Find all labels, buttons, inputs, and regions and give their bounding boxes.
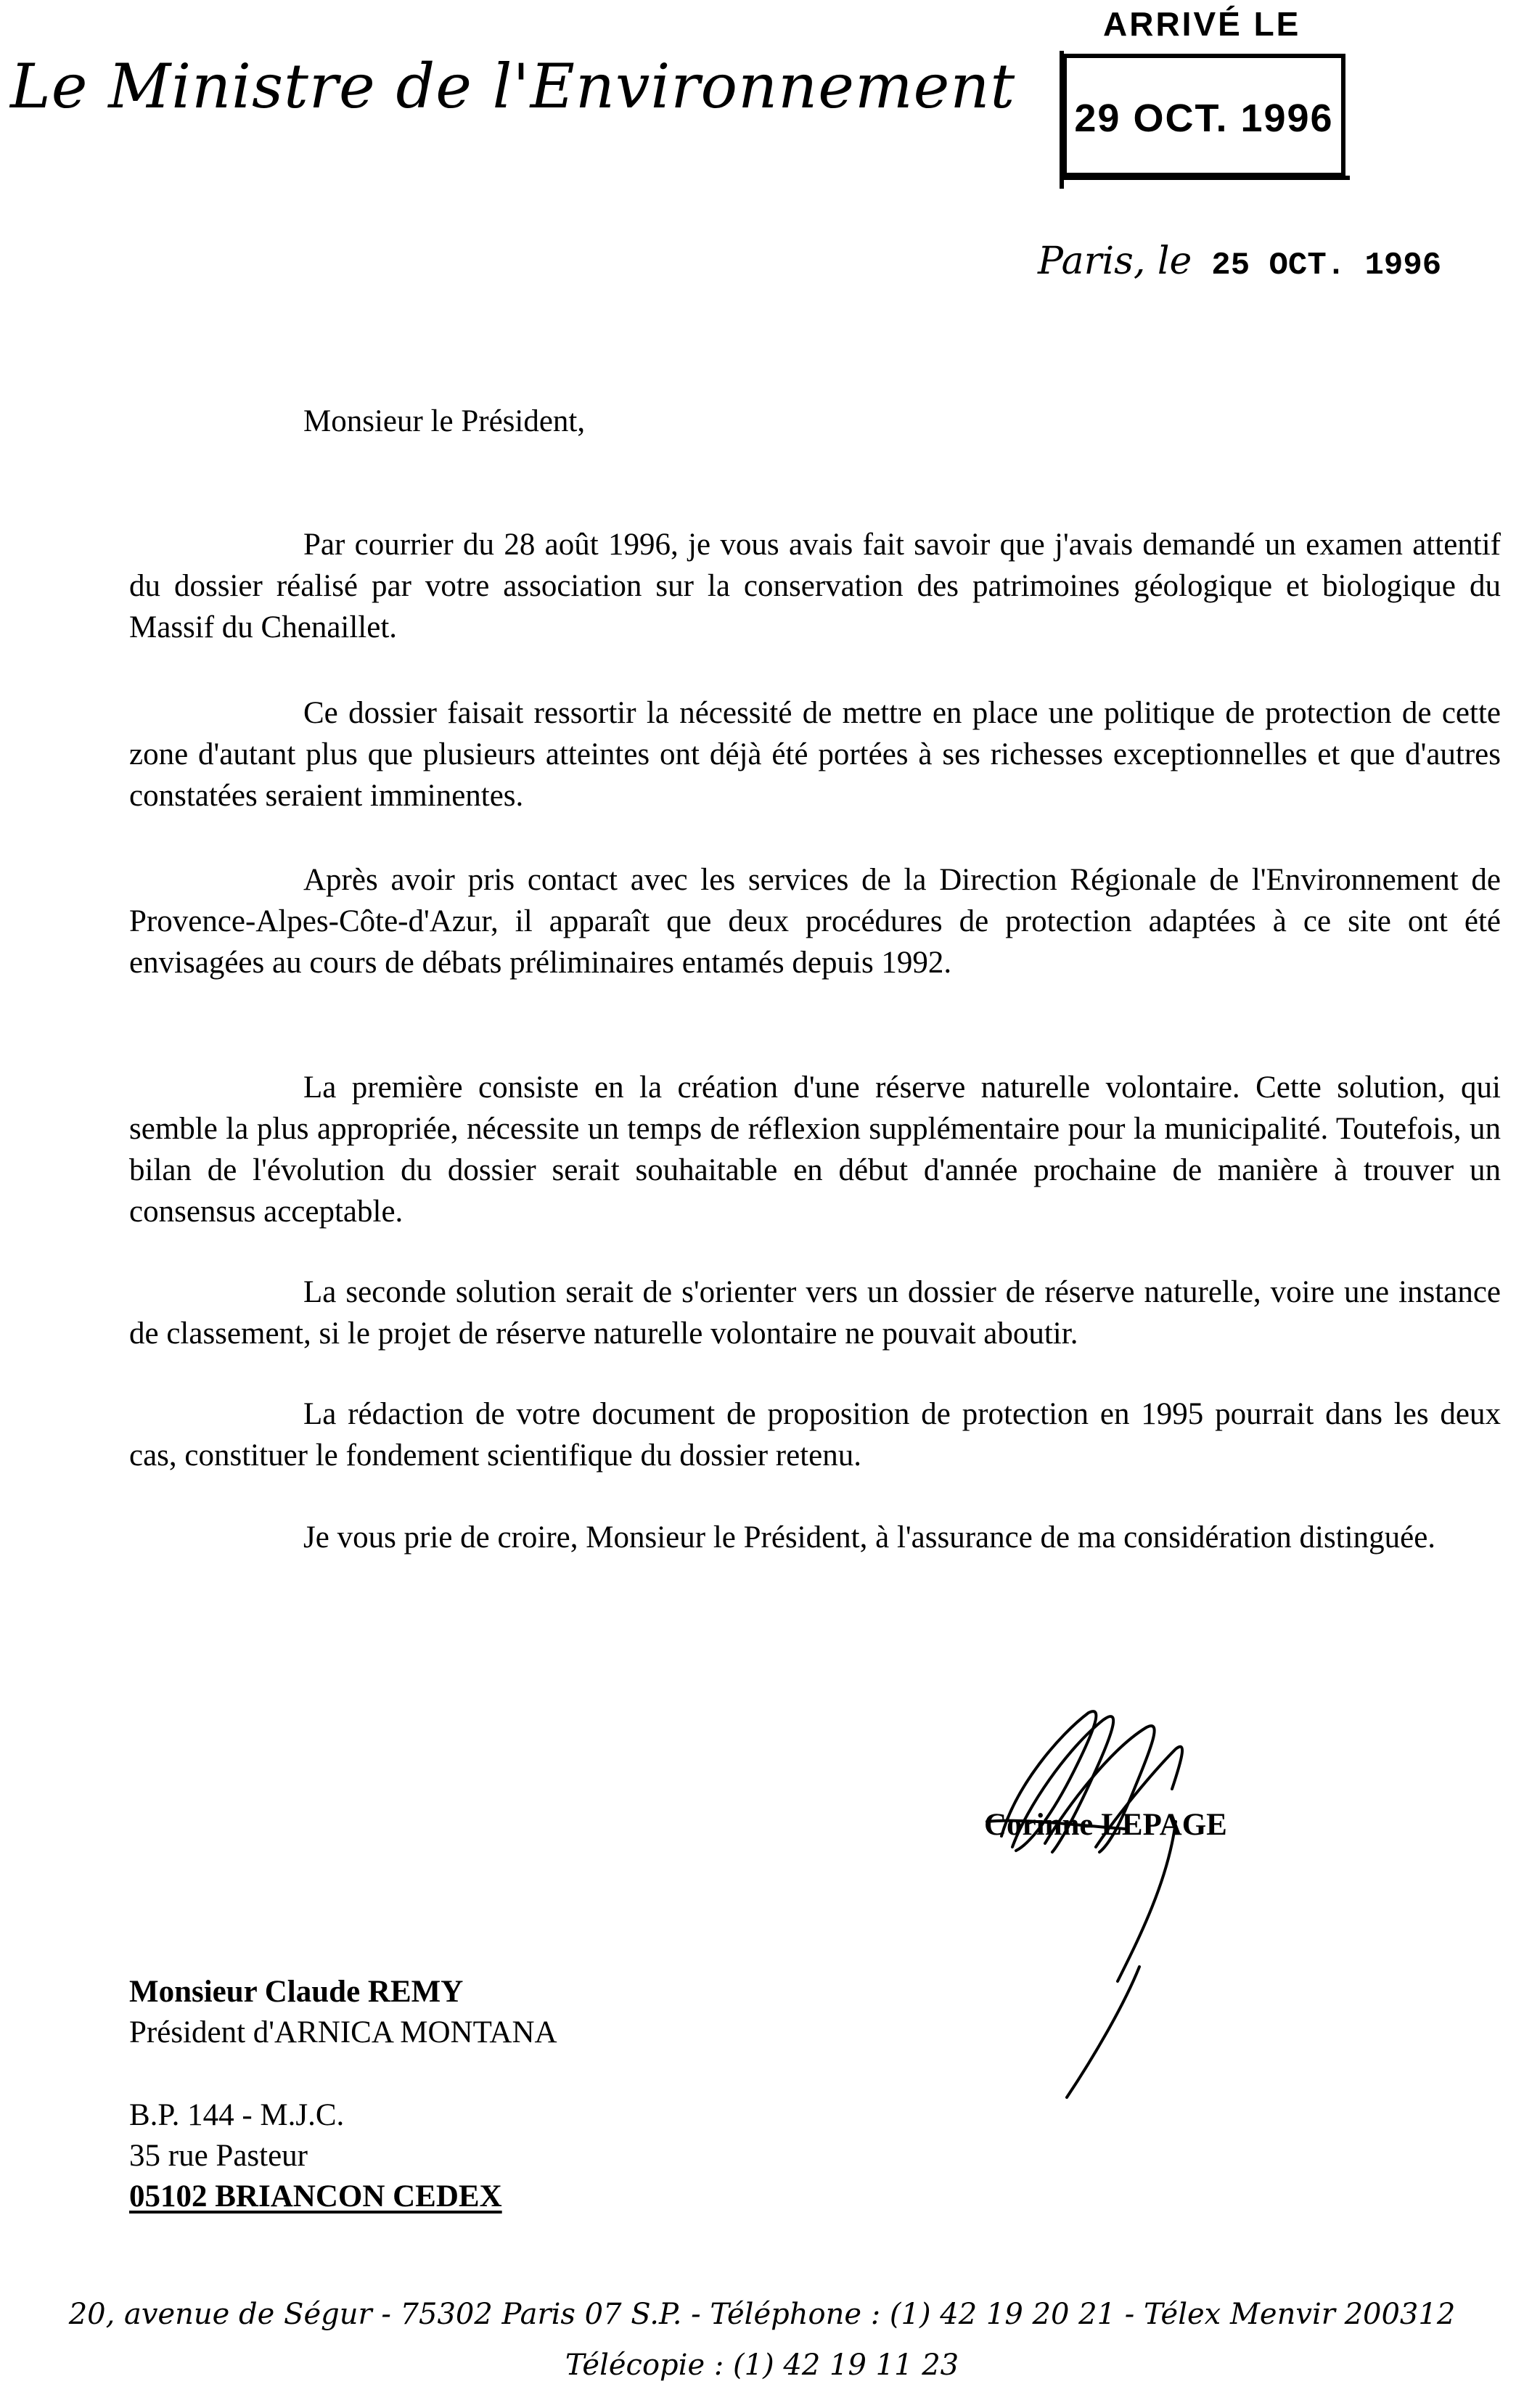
footer-fax: Télécopie : (1) 42 19 11 23	[565, 2348, 959, 2382]
body-paragraph	[129, 1393, 1501, 1476]
body-paragraph	[129, 524, 1501, 648]
paragraph-text: Après avoir pris contact avec les services de la Direction Régionale de l'Environnement de Provence-Alpes-Côte-d'Azur, il apparaît que deux procédures de protection adaptées à ce site ont été envisagées au cours de débats préliminaires entamés depuis 1992.	[129, 863, 1501, 980]
recipient-city: 05102 BRIANCON CEDEX	[129, 2179, 502, 2214]
paragraph-text: Je vous prie de croire, Monsieur le Président, à l'assurance de ma considération distinguée.	[303, 1520, 1436, 1555]
recipient-title: Président d'ARNICA MONTANA	[129, 2015, 557, 2049]
body-paragraph	[129, 1067, 1501, 1232]
body-paragraph	[129, 1271, 1501, 1354]
place-and-date	[1038, 239, 1441, 284]
letter-date: 25 OCT. 1996	[1211, 247, 1442, 284]
recipient-street: 35 rue Pasteur	[129, 2139, 308, 2173]
received-stamp	[1062, 54, 1345, 177]
recipient-po-box: B.P. 144 - M.J.C.	[129, 2098, 345, 2132]
signatory-name: Corinne LEPAGE	[984, 1808, 1227, 1842]
received-stamp-date: 29 OCT. 1996	[1074, 97, 1334, 140]
handwritten-signature	[958, 1662, 1263, 2119]
received-stamp-header: ARRIVÉ LE	[1103, 5, 1301, 43]
closing-paragraph	[129, 1517, 1501, 1558]
paragraph-text: La première consiste en la création d'une réserve naturelle volontaire. Cette solution, qui semble la plus appropriée, nécessite un temps de réflexion supplémentaire pour la municipalité. Toutefois, un bilan de l'évolution du dossier serait souhaitable en début d'année prochaine de manière à trouver un consensus acceptable.	[129, 1070, 1501, 1229]
footer-address: 20, avenue de Ségur - 75302 Paris 07 S.P. - Téléphone : (1) 42 19 20 21 - Télex Menvir 200312	[68, 2298, 1456, 2331]
paragraph-text: La rédaction de votre document de proposition de protection en 1995 pourrait dans les deux cas, constituer le fondement scientifique du dossier retenu.	[129, 1397, 1501, 1473]
body-paragraph	[129, 859, 1501, 983]
place-label: Paris, le	[1038, 239, 1192, 283]
letterhead-title: Le Ministre de l'Environnement	[10, 51, 1016, 122]
body-paragraph	[129, 692, 1501, 816]
paragraph-text: Ce dossier faisait ressortir la nécessité de mettre en place une politique de protection de cette zone d'autant plus que plusieurs atteintes ont déjà été portées à ses richesses exceptionnelles et que d'autres constatées seraient imminentes.	[129, 696, 1501, 813]
paragraph-text: La seconde solution serait de s'orienter vers un dossier de réserve naturelle, voire une instance de classement, si le projet de réserve naturelle volontaire ne pouvait aboutir.	[129, 1275, 1501, 1351]
recipient-name: Monsieur Claude REMY	[129, 1975, 464, 2009]
paragraph-text: Par courrier du 28 août 1996, je vous avais fait savoir que j'avais demandé un examen attentif du dossier réalisé par votre association sur la conservation des patrimoines géologique et biologique du Massif du Chenaillet.	[129, 528, 1501, 644]
salutation: Monsieur le Président,	[303, 404, 586, 438]
